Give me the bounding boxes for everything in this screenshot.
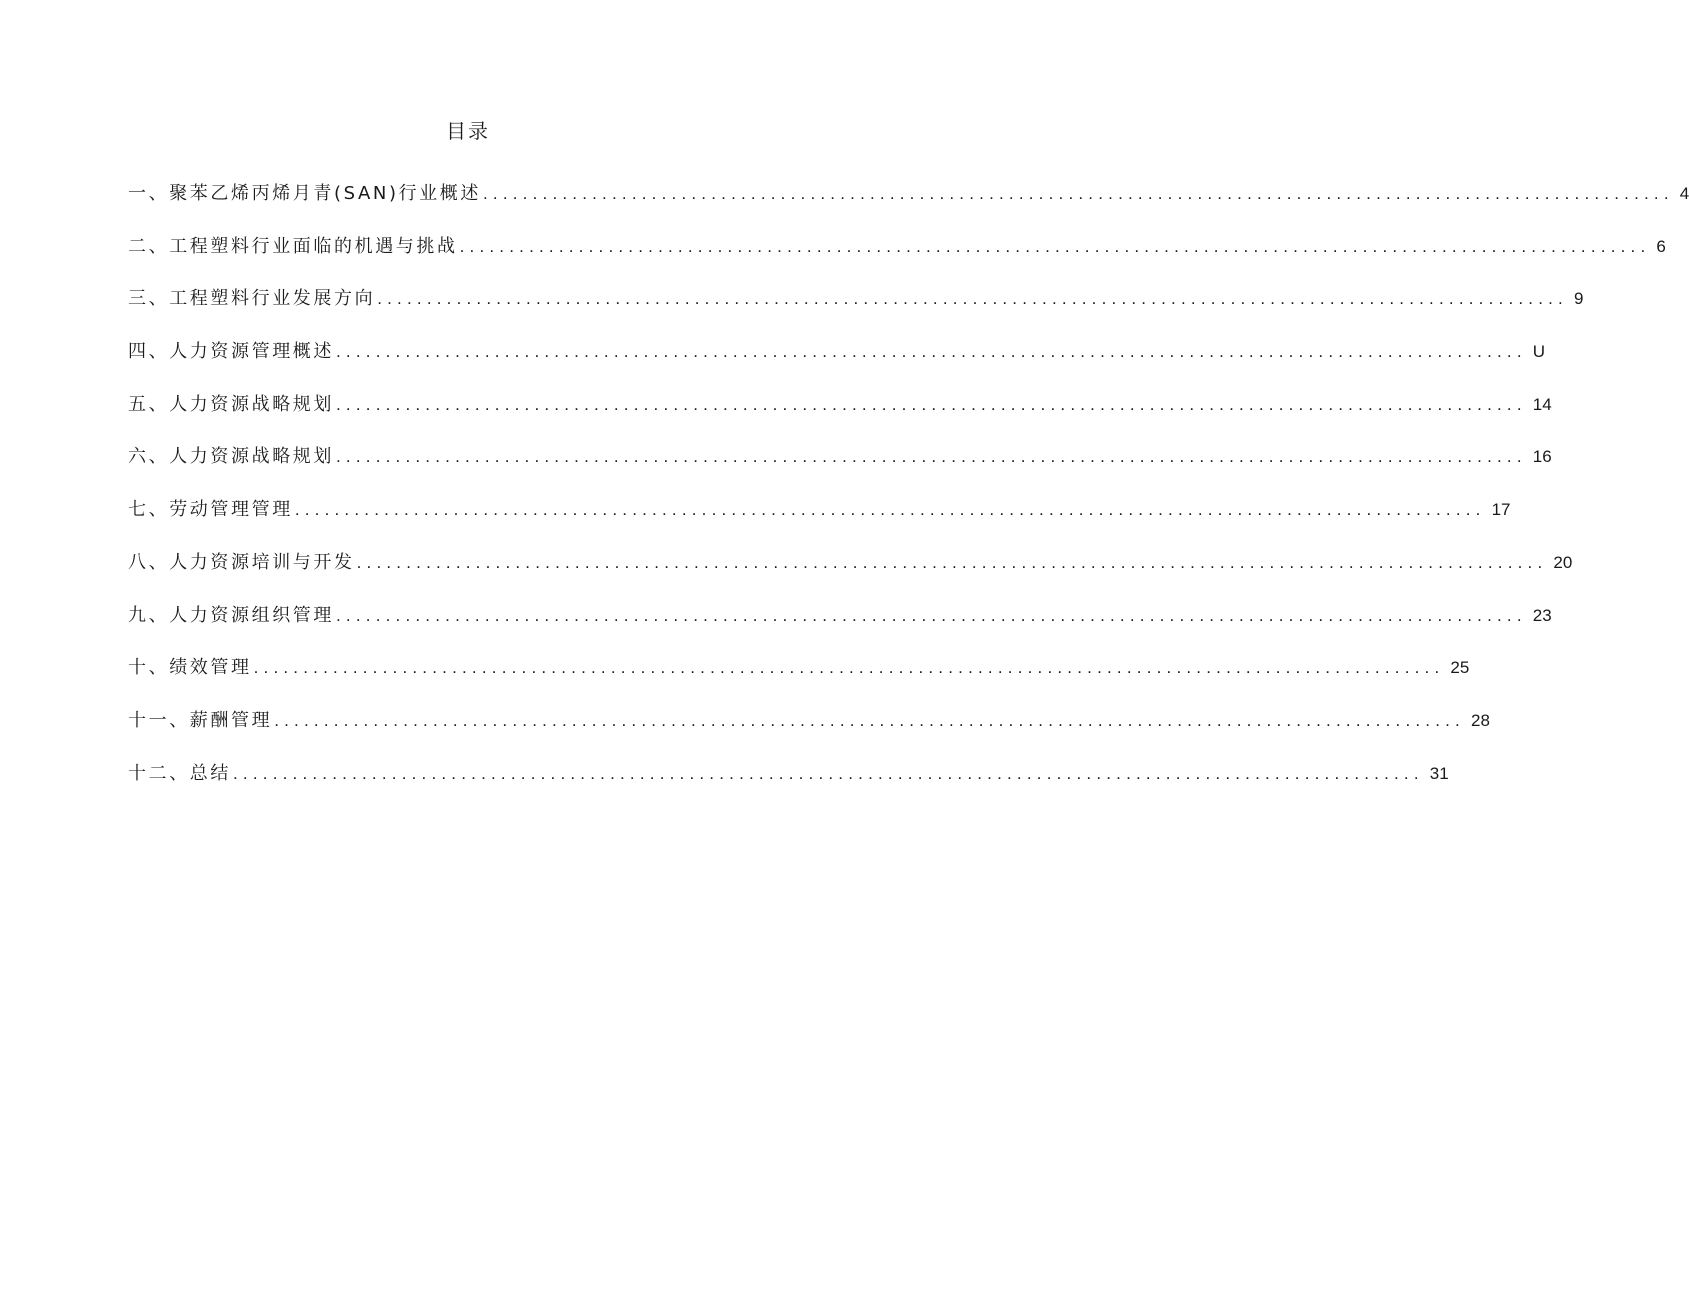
toc-entry-label: 九、人力资源组织管理 — [128, 604, 334, 626]
toc-entry-label: 十一、薪酬管理 — [128, 709, 273, 731]
toc-entry-page: 4 — [1679, 184, 1689, 203]
toc-entry[interactable] — [128, 496, 1511, 549]
toc-entry[interactable] — [128, 602, 1552, 655]
toc-dot-leader: ........................................................................................................................ — [253, 658, 1445, 678]
toc-entry-page: 20 — [1553, 552, 1573, 572]
toc-entry-page: 9 — [1573, 289, 1584, 309]
toc-entry-label: 一、聚苯乙烯丙烯月青(SAN)行业概述 — [128, 183, 481, 204]
toc-dot-leader: ........................................................................................................................ — [294, 500, 1486, 520]
toc-entry-label: 八、人力资源培训与开发 — [128, 551, 355, 573]
toc-dot-leader: ........................................................................................................................ — [377, 289, 1568, 309]
toc-entry-page: 31 — [1429, 763, 1449, 783]
toc-entry-label: 七、劳动管理管理 — [128, 499, 293, 521]
toc-entry[interactable] — [128, 180, 1689, 233]
toc-entry[interactable] — [128, 233, 1666, 286]
toc-entry[interactable] — [128, 338, 1546, 391]
toc-dot-leader: ........................................................................................................................ — [336, 342, 1527, 362]
toc-dot-leader: ........................................................................................................................ — [336, 394, 1527, 414]
toc-entry[interactable] — [128, 654, 1470, 707]
toc-entry-label: 五、人力资源战略规划 — [128, 393, 334, 415]
toc-entry[interactable] — [128, 760, 1449, 813]
toc-dot-leader: ........................................................................................................................ — [233, 763, 1424, 783]
toc-entry-page: 17 — [1491, 500, 1511, 520]
toc-entry-label: 十二、总结 — [128, 762, 231, 784]
toc-entry[interactable] — [128, 707, 1490, 760]
toc-entry-page: U — [1532, 342, 1546, 362]
toc-entry[interactable] — [128, 443, 1552, 496]
toc-entry-page: 25 — [1450, 658, 1470, 678]
toc-entry-page: 6 — [1656, 236, 1666, 256]
toc-dot-leader: ........................................................................................................................ — [336, 447, 1527, 467]
toc-entry[interactable] — [128, 549, 1573, 602]
toc-entry-label: 三、工程塑料行业发展方向 — [128, 288, 376, 310]
toc-entry-page: 23 — [1532, 605, 1552, 625]
toc-title: 目录 — [446, 119, 490, 143]
toc-dot-leader: ........................................................................................................................ — [274, 710, 1465, 730]
toc-entry-page: 28 — [1470, 710, 1490, 730]
toc-dot-leader: ........................................................................................................................ — [356, 552, 1548, 572]
toc-entry-label: 十、绩效管理 — [128, 657, 252, 679]
toc-dot-leader: ........................................................................................................................ — [336, 605, 1527, 625]
toc-entry-page: 14 — [1532, 394, 1552, 414]
toc-entry[interactable] — [128, 391, 1552, 444]
toc-entry-label: 四、人力资源管理概述 — [128, 341, 334, 363]
toc-entry[interactable] — [128, 285, 1584, 338]
toc-dot-leader: ........................................................................................................................ — [482, 184, 1674, 203]
toc-entry-page: 16 — [1532, 447, 1552, 467]
toc-entry-label: 二、工程塑料行业面临的机遇与挑战 — [128, 235, 458, 257]
toc-entry-label: 六、人力资源战略规划 — [128, 446, 334, 468]
toc-dot-leader: ........................................................................................................................ — [459, 236, 1651, 256]
table-of-contents — [128, 180, 1689, 812]
